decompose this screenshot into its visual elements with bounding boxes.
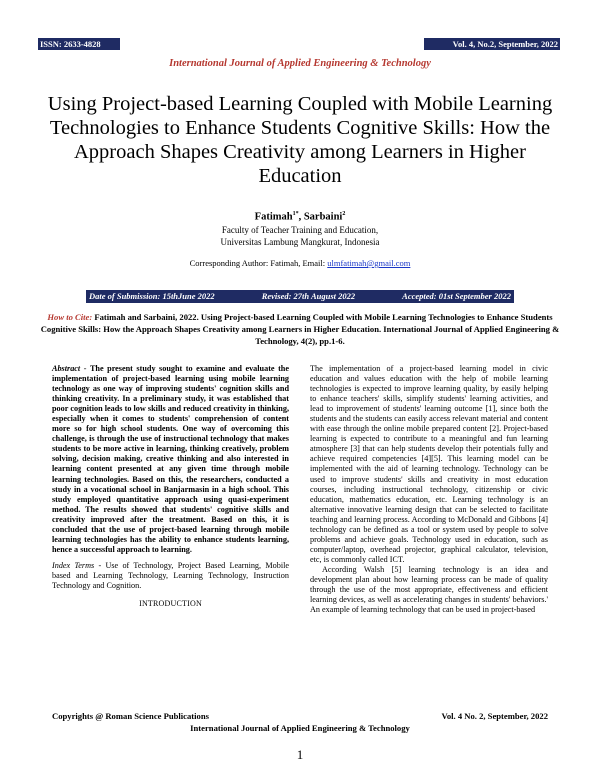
index-terms-text: - Use of Technology, Project Based Learning, Mobile based and Learning Technology, Learning Technology, Instruction Technology and Cognition. [52,560,289,590]
right-paragraph-1: The implementation of a project-based learning model in civic education and values education with the help of mobile learning technologies is expected to improve learning quality, by easily helping to enhance teachers' skills, simplify students' learning activities, and lead to improvement of students' learning outcome [1], since both the students and the students can easily access relevant material and content with ease through the online mobile prepared content [2]. Project-based learning is expected to contribute to a meaningful and fun learning atmosphere [3] that can help students develop their potentials fully and achieve required competencies [4][5]. This learning model can be implemented with the aid of learning technology. Technology can be used to improve students' skills and creativity in most education courses, including instructional technology, citizenship or civic education, mathematics education, etc. Learning technology is an alternative innovative learning design that can be selected to facilitate teaching and learning process. According to McDonald and Gibbons [4] technology can be defined as a tool or system used by people to solve problems and achieve goals. Technology used in education, such as computer/laptop, overhead projector, graphical calculator, television, etc, is commonly called ICT. [310,364,548,564]
volume-badge: Vol. 4, No.2, September, 2022 [424,38,560,50]
index-terms-label: Index Terms [52,560,95,570]
abstract-label: Abstract - [52,364,90,373]
how-to-cite-text: Fatimah and Sarbaini, 2022. Using Project-based Learning Coupled with Mobile Learning Technologies to Enhance Students Cognitive Skills: How the Approach Shapes Creativity among Learners in Higher Education. International Journal of Applied Engineering & Technology, 4(2), pp.1-6. [40,312,560,346]
author-email-link[interactable]: ulmfatimah@gmail.com [327,258,411,268]
submission-date: Date of Submission: 15thJune 2022 [89,291,215,301]
how-to-cite-label: How to Cite: [47,312,95,322]
footer-copyright: Copyrights @ Roman Science Publications [52,711,209,721]
corresponding-author [0,258,600,268]
issn-badge: ISSN: 2633-4828 [38,38,120,50]
abstract-text: The present study sought to examine and evaluate the implementation of project-based learning using mobile learning technology as one way of improving students' cognition skills and thinking creativity. In a preliminary study, it was established that poor cognition leads to low skills and reduced creativity in thinking, especially when it comes to students' comprehension of content more so for high school students. One way of overcoming this challenge, is through the use of instructional technology that makes students to be more active in learning, thinking creatively, problem solving, decision making, creative thinking and also interested in learning content presented at any given time through mobile learning technologies. Based on this, the researchers, conducted a study in a vocational school in Banjarmasin in a high school. This study employed quantitative approach using quasi-experiment method. The results showed that students' cognitive skills and creativity improved after the treatment. Based on this, it is concluded that the use of project-based learning through mobile learning technologies has the ability to enhance students learning, hence a successful approach to learning. [52,364,289,554]
journal-name-header: International Journal of Applied Engineering & Technology [169,58,431,69]
corresponding-label: Corresponding Author: Fatimah, Email: [189,258,328,268]
authors: Fatimah$^{1*}$, Sarbaini$^2$ [254,211,346,223]
right-column [310,364,548,615]
affiliation-line-2: Universitas Lambung Mangkurat, Indonesia [220,237,380,247]
left-column [52,364,289,609]
footer-volume: Vol. 4 No. 2, September, 2022 [441,711,548,721]
page-number: 1 [296,747,304,762]
dates-bar [86,290,514,303]
how-to-cite [40,311,560,347]
introduction-heading: INTRODUCTION [139,599,202,609]
footer-journal: International Journal of Applied Engineering & Technology [190,723,410,733]
affiliation-line-1: Faculty of Teacher Training and Education, [221,225,379,235]
right-paragraph-2: According Walsh [5] learning technology is an idea and development plan about how learning process can be made of quality through the use of the most appropriate, effectiveness and efficient learning devices, as well as accelerating changes in students' behaviors.' An example of learning technology that can be used in project-based [310,564,548,615]
index-terms [52,561,289,591]
accepted-date: Accepted: 01st September 2022 [402,291,511,301]
paper-title: Using Project-based Learning Coupled with Mobile Learning Technologies to Enhance Students Cognitive Skills: How the Approach Shapes Creativity among Learners in Higher Education [47,93,553,187]
abstract [52,364,289,555]
revised-date: Revised: 27th August 2022 [261,291,356,301]
